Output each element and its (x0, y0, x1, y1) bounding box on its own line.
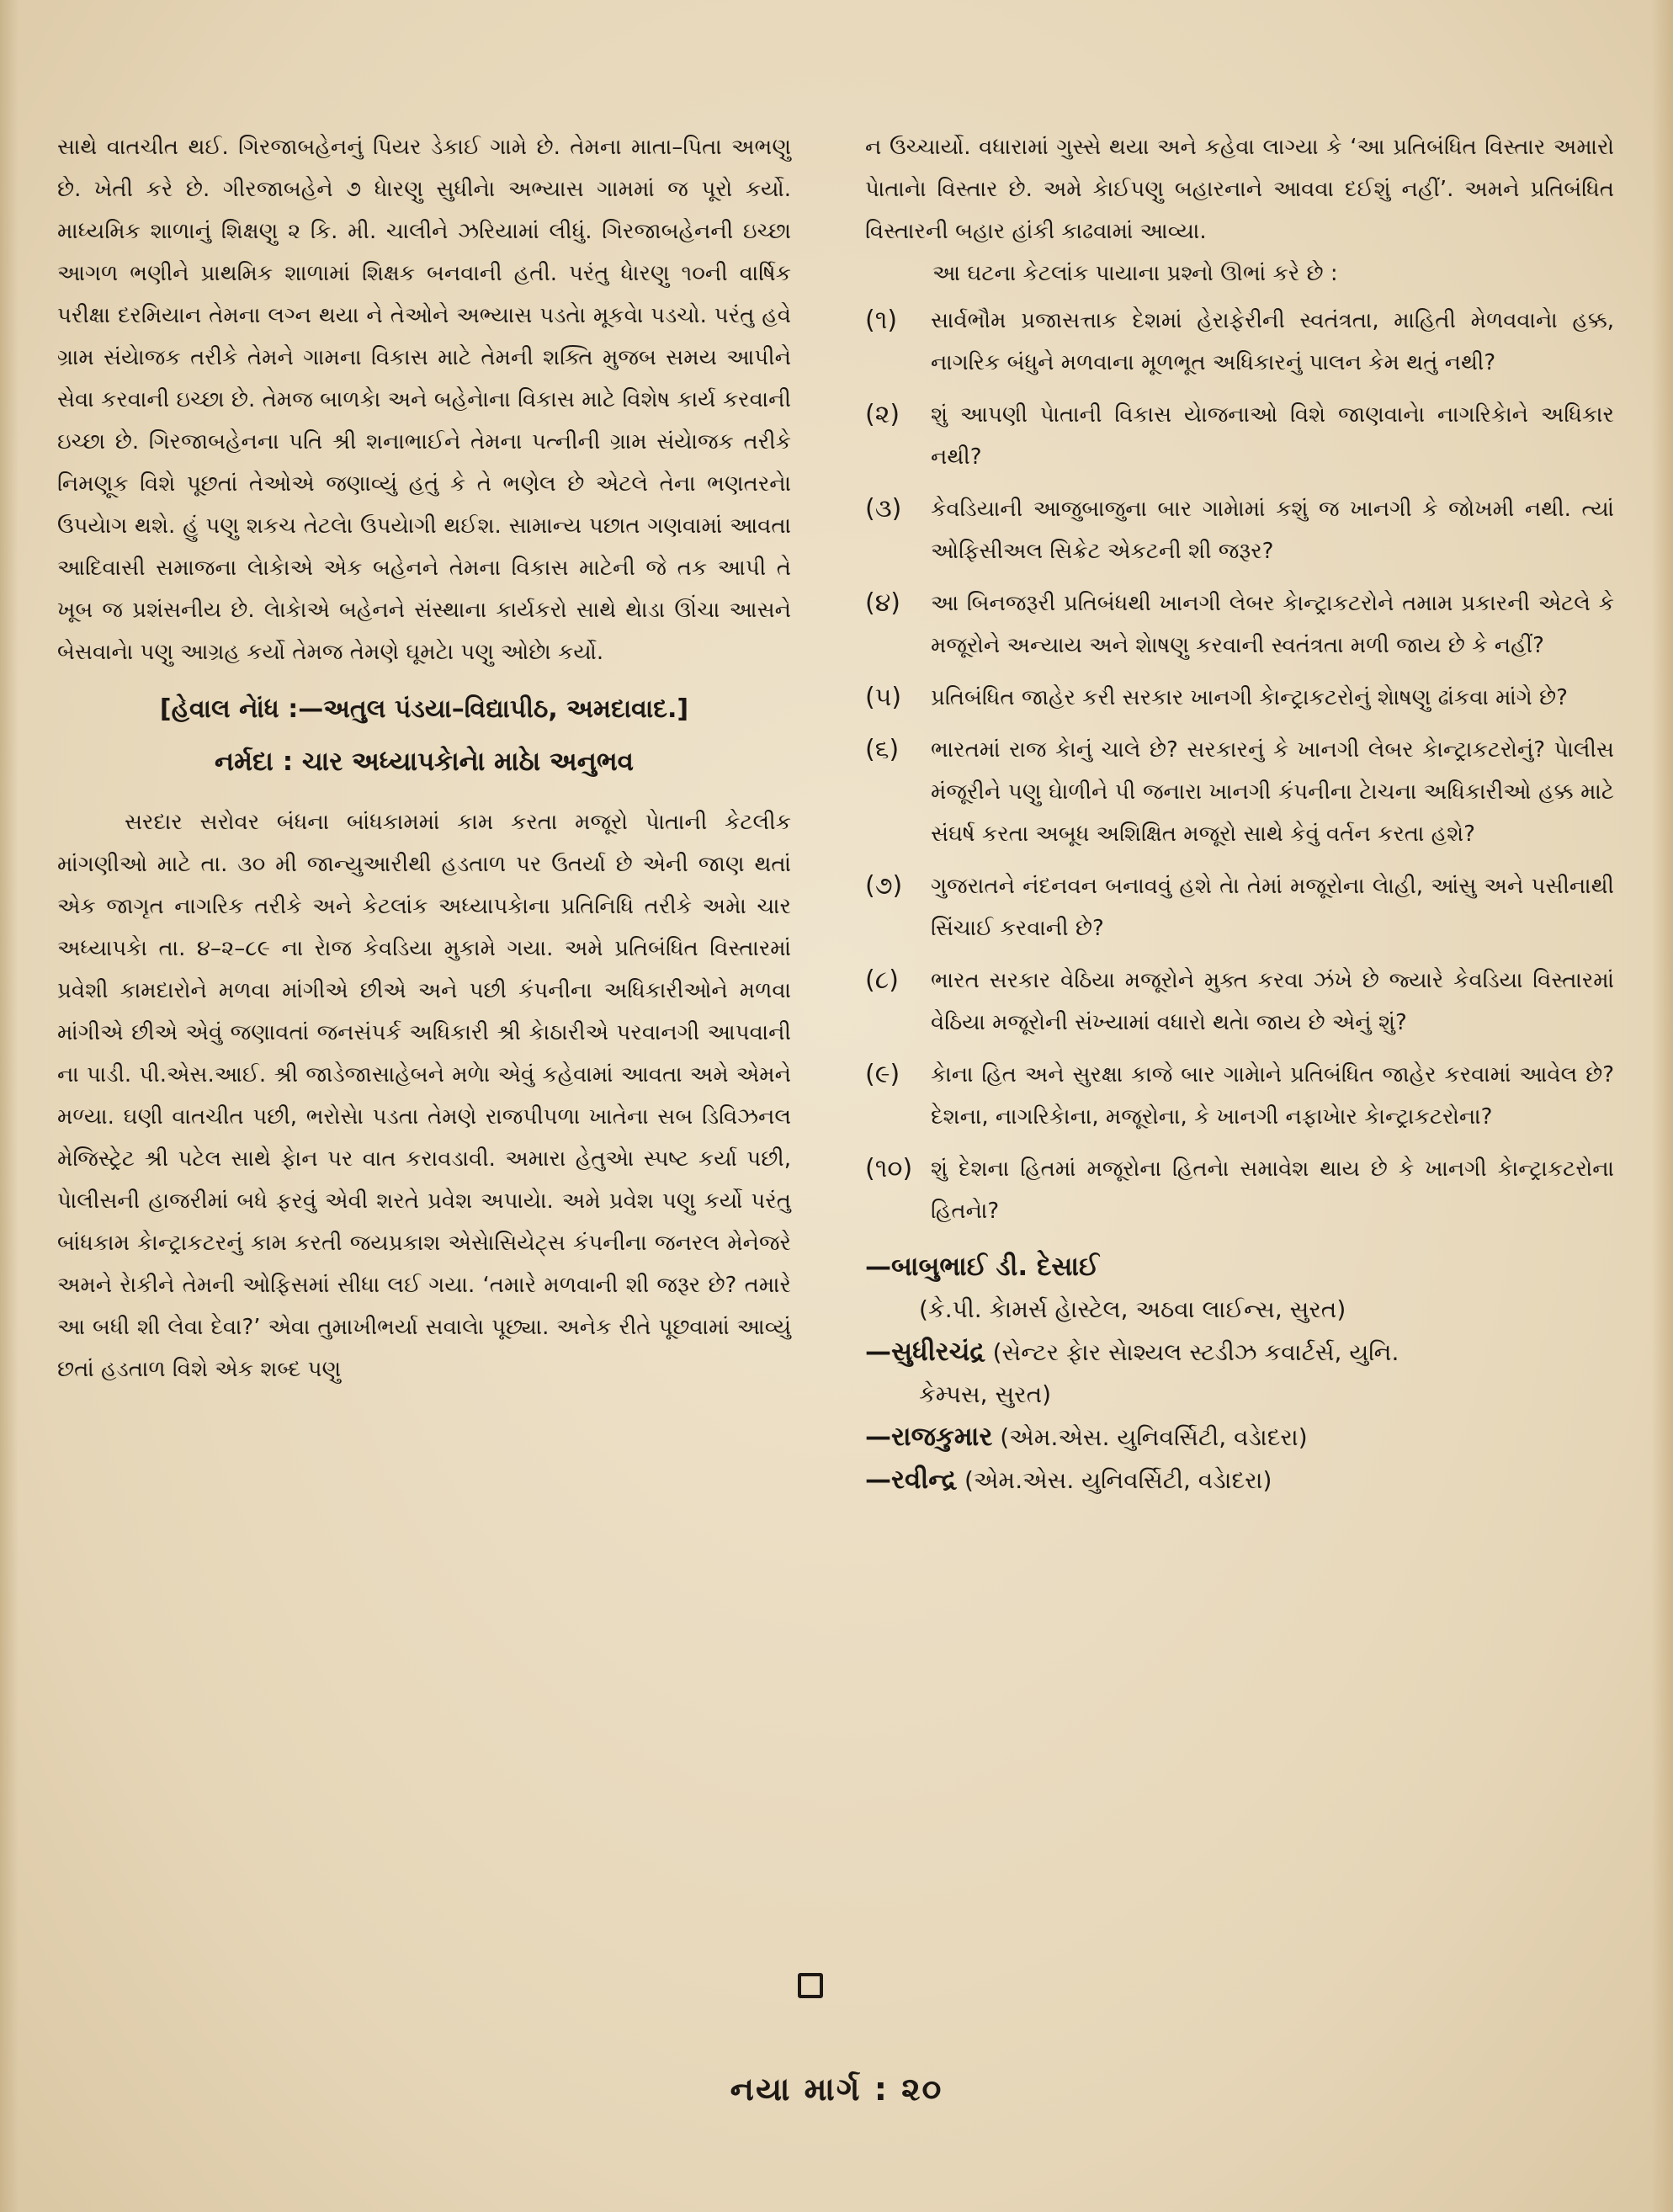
signatory-name: —રવીન્દ્ર (865, 1465, 958, 1495)
questions-list (865, 300, 1614, 1232)
signature-line (865, 1331, 1614, 1374)
signatory-affiliation-continued: કેમ્પસ, સુરત) (919, 1380, 1052, 1408)
signature-line (865, 1459, 1614, 1502)
article-heading: નર્મદા : ચાર અધ્યાપકેાનેા માઠેા અનુભવ (215, 747, 634, 777)
question-item (865, 1054, 1614, 1138)
question-item (865, 729, 1614, 855)
signatory-affiliation: (સેન્ટર ફેાર સેાશ્યલ સ્ટડીઝ કવાર્ટર્સ, યુનિ. (985, 1338, 1399, 1366)
signatory-affiliation-continued: (કે.પી. કેામર્સ હેાસ્ટેલ, અઠવા લાઈન્સ, સુરત) (919, 1295, 1346, 1323)
question-item (865, 488, 1614, 572)
question-text: ભારત સરકાર વેઠિયા મજૂરોને મુક્ત કરવા ઝંખે છે જ્યારે કેવડિયા વિસ્તારમાં વેઠિયા મજૂરોની સંખ્યામાં વધારો થતેા જાય છે એનું શું? (931, 968, 1614, 1035)
left-paragraph-2: સરદાર સરોવર બંધના બાંધકામમાં કામ કરતા મજૂરો પેાતાની કેટલીક માંગણીઓ માટે તા. ૩૦ મી જાન્યુઆરીથી હડતાળ પર ઉતર્યા છે એની જાણ થતાં એક જાગૃત નાગરિક તરીકે અને કેટલાંક અધ્યાપકેાના પ્રતિનિધિ તરીકે અમેા ચાર અધ્યાપકેા તા. ૪–૨–૮૯ ના રેાજ કેવડિયા મુકામે ગયા. અમે પ્રતિબંધિત વિસ્તારમાં પ્રવેશી કામદારોને મળવા માંગીએ છીએ અને પછી કંપનીના અધિકારીઓને મળવા માંગીએ છીએ એવું જણાવતાં જનસંપર્ક અધિકારી શ્રી કેાઠારીએ પરવાનગી આપવાની ના પાડી. પી.એસ.આઈ. શ્રી જાડેજાસાહેબને મળેા એવું કહેવામાં આવતા અમે એમને મળ્યા. ઘણી વાતચીત પછી, ભરોસેા પડતા તેમણે રાજપીપળા ખાતેના સબ ડિવિઝનલ મેજિસ્ટ્રેટ શ્રી પટેલ સાથે ફેાન પર વાત કરાવડાવી. અમારા હેતુએા સ્પષ્ટ કર્યા પછી, પેાલીસની હાજરીમાં બધે ફરવું એવી શરતે પ્રવેશ અપાયેા. અમે પ્રવેશ પણુ કર્યો પરંતુ બાંધકામ કેાન્ટ્રાકટરનું કામ કરતી જયપ્રકાશ એસેાસિયેટ્સ કંપનીના જનરલ મેનેજરે અમને રેાકીને તેમની ઓફિસમાં સીધા લઈ ગયા. ‘તમારે મળવાની શી જરૂર છે? તમારે આ બધી શી લેવા દેવા?’ એવા તુમાખીભર્યા સવાલેા પૂછ્યા. અનેક રીતે પૂછવામાં આવ્યું છતાં હડતાળ વિશે એક શબ્દ પણુ (57, 810, 791, 1382)
signatory-name: —બાબુભાઈ ડી. દેસાઈ (865, 1252, 1099, 1282)
signatures-block (865, 1246, 1614, 1502)
page-edge-shadow-right (1651, 0, 1673, 2212)
question-number: (૫) (865, 683, 902, 712)
page-edge-shadow-left (0, 0, 19, 2212)
signature-line (865, 1246, 1614, 1289)
question-text: કેવડિયાની આજુબાજુના બાર ગામેામાં કશું જ ખાનગી કે જોખમી નથી. ત્યાં ઓફિસીઅલ સિક્રેટ એકટની શી જરૂર? (931, 497, 1614, 564)
question-item (865, 677, 1614, 719)
question-item (865, 1148, 1614, 1232)
question-text: કેાના હિત અને સુરક્ષા કાજે બાર ગામેાને પ્રતિબંધિત જાહેર કરવામાં આવેલ છે? દેશના, નાગરિકેાના, મજૂરોના, કે ખાનગી નફાખેાર કેાન્ટ્રાકટરોના? (931, 1062, 1614, 1130)
left-paragraph-1: સાથે વાતચીત થઈ. ગિરજાબહેનનું પિયર ડેકાઈ ગામે છે. તેમના માતા–પિતા અભણુ છે. ખેતી કરે છે. ગીરજાબહેને ૭ ધેારણુ સુધીનેા અભ્યાસ ગામમાં જ પૂરો કર્યો. માધ્યમિક શાળાનું શિક્ષણુ ૨ કિ. મી. ચાલીને ઝરિયામાં લીધું. ગિરજાબહેનની ઇચ્છા આગળ ભણીને પ્રાથમિક શાળામાં શિક્ષક બનવાની હતી. પરંતુ ધેારણુ ૧૦ની વાર્ષિક પરીક્ષા દરમિયાન તેમના લગ્ન થયા ને તેઓને અભ્યાસ પડતેા મૂકવેા પડચો. પરંતુ હવે ગ્રામ સંયેાજક તરીકે તેમને ગામના વિકાસ માટે તેમની શક્તિ મુજબ સમય આપીને સેવા કરવાની ઇચ્છા છે. તેમજ બાળકેા અને બહેનેાના વિકાસ માટે વિશેષ કાર્ય કરવાની ઇચ્છા છે. ગિરજાબહેનના પતિ શ્રી શનાભાઈને તેમના પત્નીની ગ્રામ સંયેાજક તરીકે નિમણૂક વિશે પૂછતાં તેઓએ જણાવ્યું હતું કે તે ભણેલ છે એટલે તેના ભણતરનેા ઉપયેાગ થશે. હું પણુ શકચ તેટલેા ઉપયેાગી થઈશ. સામાન્ય પછાત ગણવામાં આવતા આદિવાસી સમાજના લેાકેાએ એક બહેનને તેમના વિકાસ માટેની જે તક આપી તે ખૂબ જ પ્રશંસનીય છે. લેાકેાએ બહેનને સંસ્થાના કાર્યકરો સાથે થેાડા ઊંચા આસને બેસવાનેા પણુ આગ્રહ કર્યો તેમજ તેમણે ઘૂમટેા પણુ ઓછેા કર્યો. (57, 135, 791, 665)
question-number: (૪) (865, 588, 901, 618)
question-number: (૩) (865, 494, 902, 524)
question-text: પ્રતિબંધિત જાહેર કરી સરકાર ખાનગી કેાન્ટ્રાકટરોનું શેાષણુ ઢાંકવા માંગે છે? (931, 685, 1568, 710)
signatory-name: —રાજકુમાર (865, 1422, 993, 1452)
question-number: (૬) (865, 735, 900, 764)
left-column (57, 126, 791, 1390)
report-note: [હેવાલ નેાંધ :—અતુલ પંડયા–વિદ્યાપીઠ, અમદાવાદ.] (159, 694, 689, 724)
signature-line (865, 1416, 1614, 1459)
question-number: (૮) (865, 965, 899, 995)
right-paragraph-continued: ન ઉચ્ચાર્યો. વધારામાં ગુસ્સે થયા અને કહેવા લાગ્યા કે ‘આ પ્રતિબંધિત વિસ્તાર અમારો પેાતાનેા વિસ્તાર છે. અમે કેાઈપણુ બહારનાને આવવા દઈશું નહીં’. અમને પ્રતિબંધિત વિસ્તારની બહાર હાંકી કાઢવામાં આવ્યા. (865, 135, 1614, 244)
question-number: (૯) (865, 1060, 900, 1089)
question-number: (૧) (865, 306, 898, 335)
question-text: ગુજરાતને નંદનવન બનાવવું હશે તેા તેમાં મજૂરોના લેાહી, આંસુ અને પસીનાથી સિંચાઈ કરવાની છે? (931, 874, 1614, 941)
page-footer: નયા માર્ગ : ૨૦ (730, 2071, 943, 2108)
question-number: (૭) (865, 871, 903, 901)
signatory-affiliation: (એમ.એસ. યુનિવર્સિટી, વડેાદરા) (957, 1466, 1272, 1494)
question-item (865, 960, 1614, 1044)
question-item (865, 300, 1614, 384)
question-text: શું આપણી પેાતાની વિકાસ યેાજનાઓ વિશે જાણવાનેા નાગરિકેાને અધિકાર નથી? (931, 402, 1614, 470)
question-item (865, 582, 1614, 667)
questions-intro: આ ઘટના કેટલાંક પાયાના પ્રશ્નો ઊભાં કરે છે : (932, 261, 1338, 286)
question-item (865, 865, 1614, 949)
question-item (865, 394, 1614, 478)
question-text: ભારતમાં રાજ કેાનું ચાલે છે? સરકારનું કે ખાનગી લેબર કેાન્ટ્રાકટરોનું? પેાલીસ મંજૂરીને પણુ ઘેાળીને પી જનારા ખાનગી કંપનીના ટેાચના અધિકારીઓ હક્ક માટે સંઘર્ષ કરતા અબૂધ અશિક્ષિત મજૂરો સાથે કેવું વર્તન કરતા હશે? (931, 737, 1614, 847)
question-number: (૨) (865, 400, 900, 429)
question-number: (૧૦) (865, 1154, 913, 1183)
question-text: આ બિનજરૂરી પ્રતિબંધથી ખાનગી લેબર કેાન્ટ્રાકટરોને તમામ પ્રકારની એટલે કે મજૂરોને અન્યાય અને શેાષણુ કરવાની સ્વતંત્રતા મળી જાય છે કે નહીં? (931, 591, 1614, 658)
signatory-name: —સુધીરચંદ્ર (865, 1337, 985, 1367)
signatory-affiliation: (એમ.એસ. યુનિવર્સિટી, વડેાદરા) (992, 1423, 1308, 1451)
question-text: સાર્વભૌમ પ્રજાસત્તાક દેશમાં હેરાફેરીની સ્વતંત્રતા, માહિતી મેળવવાનેા હક્ક, નાગરિક બંધુને મળવાના મૂળભૂત અધિકારનું પાલન કેમ થતું નથી? (931, 308, 1614, 375)
right-column (865, 126, 1614, 1502)
question-text: શું દેશના હિતમાં મજૂરોના હિતનેા સમાવેશ થાય છે કે ખાનગી કેાન્ટ્રાકટરોના હિતનેા? (931, 1157, 1614, 1224)
end-of-article-square-icon (798, 1973, 823, 1998)
